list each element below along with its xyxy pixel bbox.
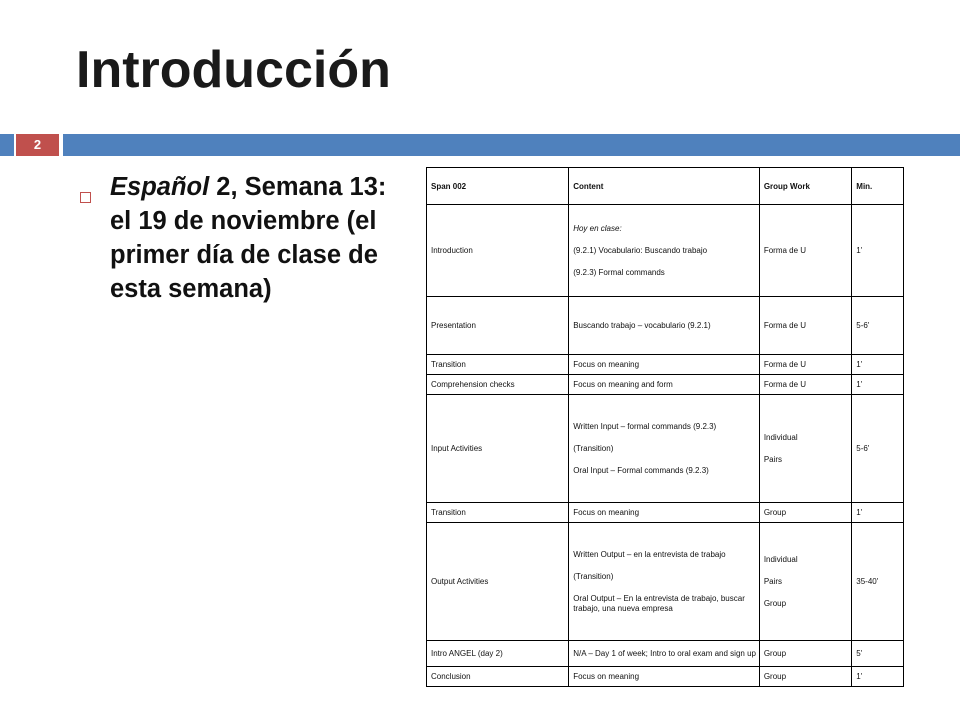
table-row [427,641,904,667]
minutes-cell: 5-6' [852,297,904,355]
activity-cell: Conclusion [427,667,569,687]
content-line: (9.2.3) Formal commands [573,267,665,277]
group-cell: Forma de U [759,205,851,297]
content-cell: Focus on meaning [569,503,760,523]
square-bullet-icon [80,192,91,203]
group-line: Pairs [763,454,783,464]
minutes-cell: 5' [852,641,904,667]
content-cell: N/A – Day 1 of week; Intro to oral exam and sign up [569,641,760,667]
group-cell: Group [759,641,851,667]
content-cell: Focus on meaning [569,355,760,375]
content-line: (Transition) [573,443,614,453]
table-row [427,375,904,395]
activity-cell: Output Activities [427,523,569,641]
lesson-plan-table [426,167,904,687]
group-cell: Forma de U [759,297,851,355]
table-row [427,297,904,355]
slide-title: Introducción [76,41,391,99]
bullet-text [110,170,400,306]
slide-number-badge: 2 [16,134,59,156]
minutes-cell: 1' [852,375,904,395]
activity-cell: Input Activities [427,395,569,503]
divider-right-segment [63,134,960,156]
content-cell: Focus on meaning [569,667,760,687]
minutes-cell: 5-6' [852,395,904,503]
content-line: (Transition) [573,571,614,581]
minutes-cell: 1' [852,503,904,523]
table-row [427,205,904,297]
group-cell [759,523,851,641]
header-cell: Span 002 [427,168,569,205]
minutes-cell: 1' [852,205,904,297]
content-line: Oral Input – Formal commands (9.2.3) [573,465,709,475]
activity-cell: Transition [427,503,569,523]
group-cell: Forma de U [759,355,851,375]
activity-cell: Intro ANGEL (day 2) [427,641,569,667]
content-line: Written Input – formal commands (9.2.3) [573,421,717,431]
header-cell: Content [569,168,760,205]
content-cell: Buscando trabajo – vocabulario (9.2.1) [569,297,760,355]
activity-cell: Comprehension checks [427,375,569,395]
activity-cell: Transition [427,355,569,375]
content-cell: Focus on meaning and form [569,375,760,395]
table-row [427,395,904,503]
table-row [427,355,904,375]
header-cell: Group Work [759,168,851,205]
minutes-cell: 1' [852,667,904,687]
header-cell: Min. [852,168,904,205]
table-row [427,503,904,523]
bullet-italic-text: Español [110,173,210,201]
activity-cell: Presentation [427,297,569,355]
group-line: Pairs [763,576,783,586]
table-header-row [427,168,904,205]
content-cell [569,395,760,503]
divider-left-segment [0,134,14,156]
minutes-cell: 1' [852,355,904,375]
minutes-cell: 35-40' [852,523,904,641]
content-cell [569,523,760,641]
group-line: Individual [763,432,798,442]
content-line: Written Output – en la entrevista de trabajo [573,549,726,559]
group-line: Individual [763,554,798,564]
title-divider-bar [0,134,960,156]
group-cell: Group [759,667,851,687]
content-line: (9.2.1) Vocabulario: Buscando trabajo [573,245,708,255]
group-cell: Group [759,503,851,523]
group-cell [759,395,851,503]
table-row [427,667,904,687]
group-line: Group [763,598,787,608]
content-cell [569,205,760,297]
content-line: Hoy en clase: [573,223,622,233]
activity-cell: Introduction [427,205,569,297]
content-line: Oral Output – En la entrevista de trabajo, buscar trabajo, una nueva empresa [573,593,745,613]
table-row [427,523,904,641]
bullet-rest-text: 2, Semana 13: el 19 de noviembre (el primer día de clase de esta semana) [110,173,387,303]
group-cell: Forma de U [759,375,851,395]
